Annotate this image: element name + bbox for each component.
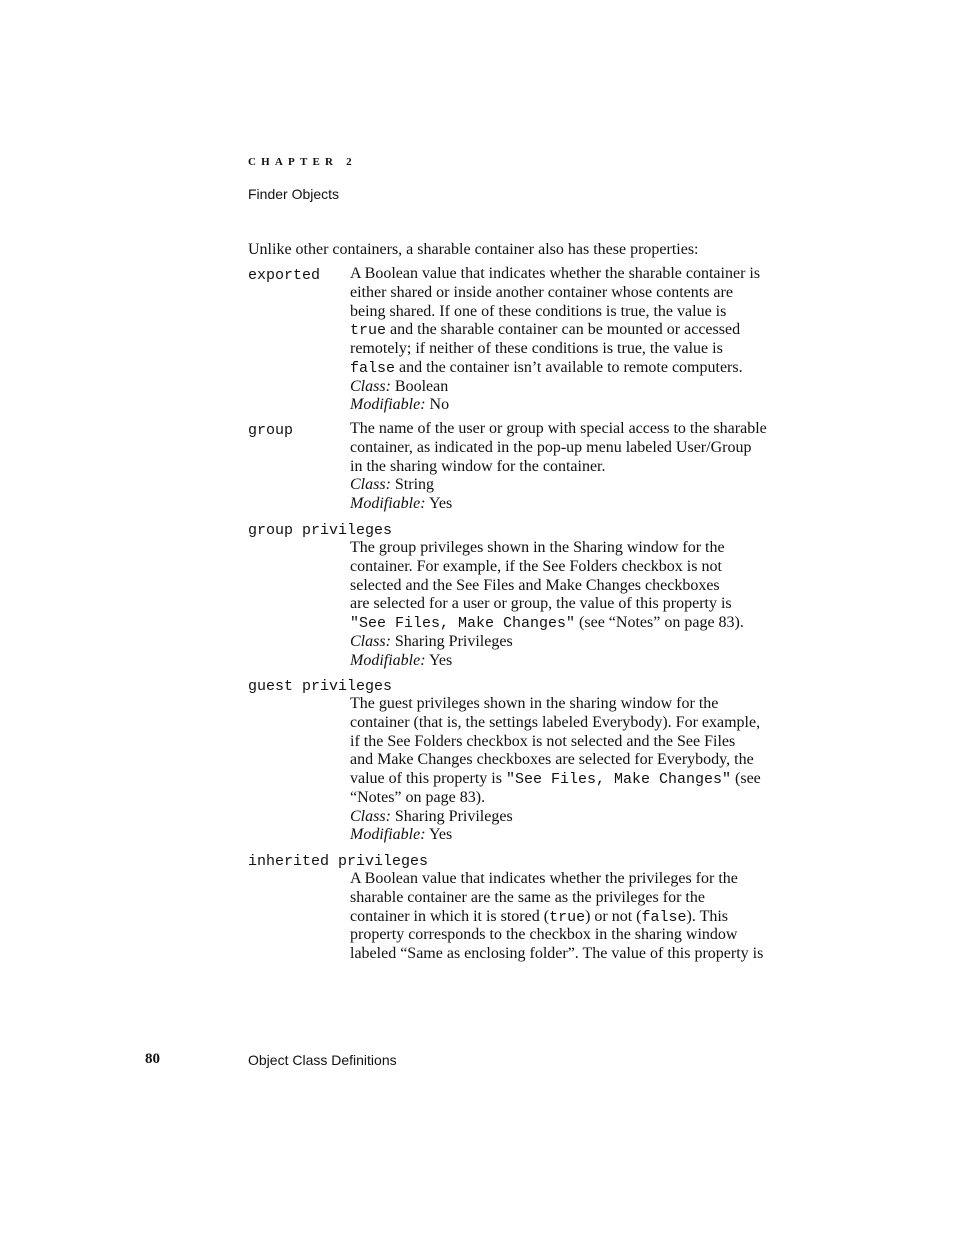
property-term-guest-privileges: guest privileges bbox=[248, 678, 393, 695]
class-line: Class: Boolean bbox=[350, 377, 449, 395]
description-line: and Make Changes checkboxes are selected for Everybody, the bbox=[350, 751, 754, 769]
description-line: selected and the See Files and Make Changes checkboxes bbox=[350, 576, 720, 594]
property-description-inherited-privileges bbox=[350, 870, 810, 964]
modifiable-line: Modifiable: Yes bbox=[350, 651, 453, 669]
description-line: container, as indicated in the pop-up menu labeled User/Group bbox=[350, 438, 752, 456]
description-line: false and the container isn’t available to remote computers. bbox=[350, 358, 743, 377]
intro-paragraph: Unlike other containers, a sharable container also has these properties: bbox=[248, 241, 699, 258]
property-term-inherited-privileges: inherited privileges bbox=[248, 853, 429, 870]
description-line: property corresponds to the checkbox in the sharing window bbox=[350, 926, 738, 944]
description-line: A Boolean value that indicates whether the sharable container is bbox=[350, 265, 761, 282]
modifiable-line: Modifiable: No bbox=[350, 396, 450, 414]
description-line: in the sharing window for the container. bbox=[350, 457, 606, 475]
code-literal: "See Files, Make Changes" bbox=[350, 615, 576, 632]
description-line: container in which it is stored (true) or not (false). This bbox=[350, 907, 729, 926]
description-line: container. For example, if the See Folders checkbox is not bbox=[350, 557, 722, 575]
property-term-exported: exported bbox=[248, 267, 321, 284]
property-description-group-privileges bbox=[350, 539, 810, 670]
description-line: The group privileges shown in the Sharing window for the bbox=[350, 539, 725, 556]
property-description-exported bbox=[350, 265, 810, 415]
property-description-group bbox=[350, 420, 810, 514]
description-line: A Boolean value that indicates whether the privileges for the bbox=[350, 870, 738, 887]
footer-section-title: Object Class Definitions bbox=[248, 1052, 397, 1068]
class-line: Class: Sharing Privileges bbox=[350, 807, 513, 825]
property-term-group-privileges: group privileges bbox=[248, 522, 393, 539]
running-header: Finder Objects bbox=[248, 186, 340, 202]
description-line: The name of the user or group with special access to the sharable bbox=[350, 420, 767, 437]
description-line: sharable container are the same as the privileges for the bbox=[350, 888, 705, 906]
property-description-guest-privileges bbox=[350, 695, 810, 845]
description-line: labeled “Same as enclosing folder”. The value of this property is bbox=[350, 945, 764, 962]
description-line: either shared or inside another container whose contents are bbox=[350, 283, 733, 301]
property-term-group: group bbox=[248, 422, 294, 439]
description-line: are selected for a user or group, the value of this property is bbox=[350, 595, 732, 613]
modifiable-line: Modifiable: Yes bbox=[350, 495, 453, 512]
page-number: 80 bbox=[145, 1051, 160, 1067]
modifiable-line: Modifiable: Yes bbox=[350, 826, 453, 844]
description-line: value of this property is "See Files, Make Changes" (see bbox=[350, 770, 761, 788]
chapter-label: CHAPTER 2 bbox=[248, 156, 357, 168]
description-line: The guest privileges shown in the sharing window for the bbox=[350, 695, 719, 712]
description-line: if the See Folders checkbox is not selected and the See Files bbox=[350, 732, 736, 750]
description-line: true and the sharable container can be mounted or accessed bbox=[350, 321, 741, 340]
description-line: remotely; if neither of these conditions is true, the value is bbox=[350, 340, 723, 357]
code-literal: false bbox=[641, 908, 687, 926]
code-literal: false bbox=[350, 359, 396, 377]
code-literal: true bbox=[549, 908, 586, 926]
description-line: "See Files, Make Changes" (see “Notes” on page 83). bbox=[350, 614, 744, 632]
code-literal: true bbox=[350, 322, 387, 340]
description-line: being shared. If one of these conditions is true, the value is bbox=[350, 302, 727, 320]
class-line: Class: Sharing Privileges bbox=[350, 632, 513, 650]
class-line: Class: String bbox=[350, 476, 435, 494]
code-literal: "See Files, Make Changes" bbox=[505, 771, 732, 788]
description-line: “Notes” on page 83). bbox=[350, 788, 486, 806]
description-line: container (that is, the settings labeled Everybody). For example, bbox=[350, 713, 761, 731]
